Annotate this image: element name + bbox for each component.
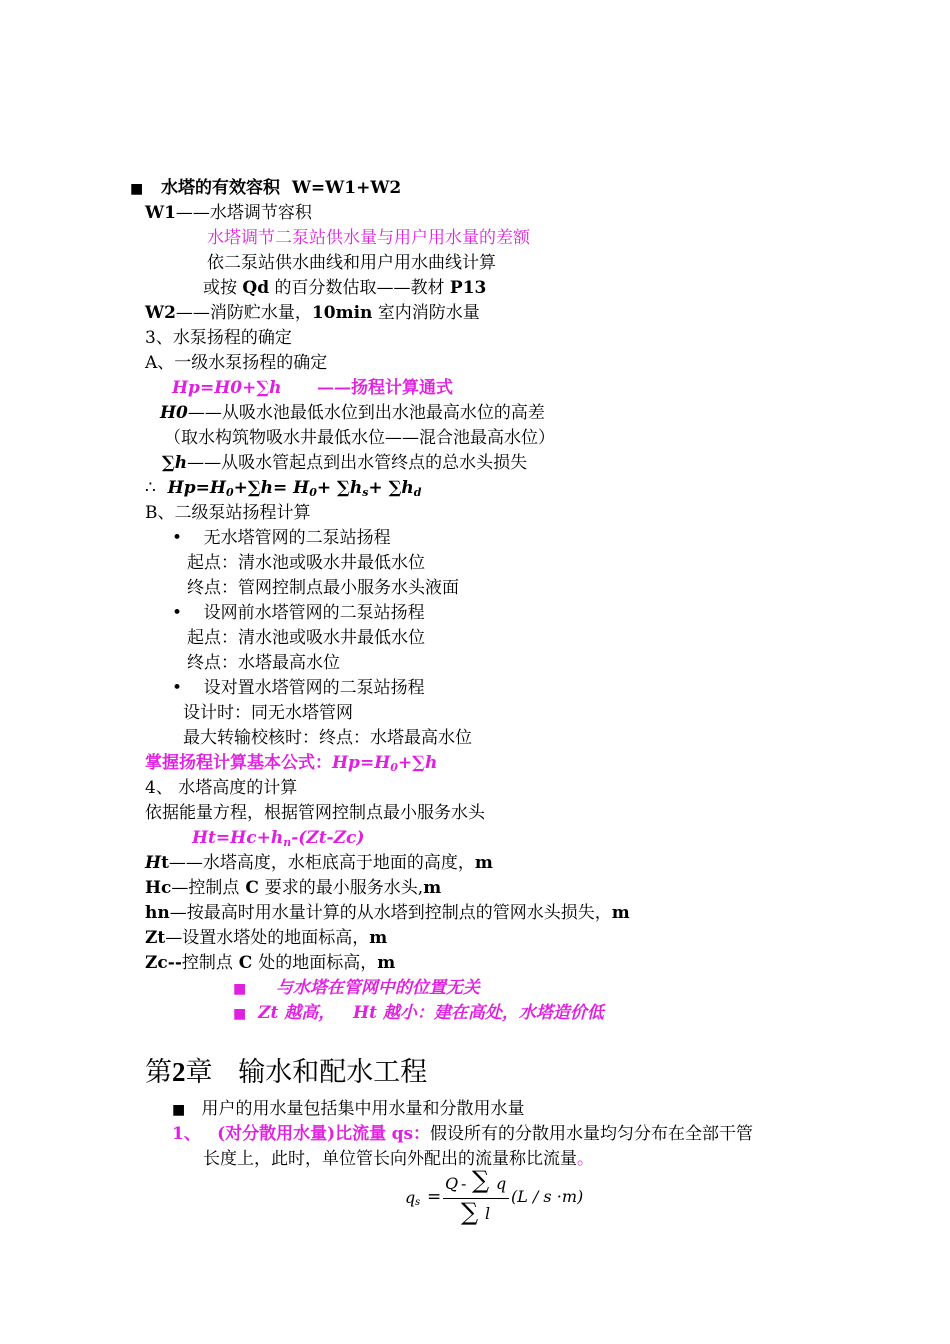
definition-hc: Hc—控制点 C 要求的最小服务水头,m — [145, 878, 442, 898]
square-bullet-icon: ■ — [130, 181, 144, 197]
definition-h0-note: （取水构筑物吸水井最低水位——混合池最高水位） — [164, 428, 555, 448]
square-bullet-icon: ■ — [172, 1102, 186, 1118]
front-tower-start: 起点：清水池或吸水井最低水位 — [187, 628, 425, 648]
specific-flow-definition: 1、 (对分散用水量)比流量 qs：假设所有的分散用水量均匀分布在全部干管 — [172, 1124, 754, 1144]
definition-h0: H0——从吸水池最低水位到出水池最高水位的高差 — [160, 403, 545, 423]
bullet-no-tower: • 无水塔管网的二泵站扬程 — [172, 528, 391, 548]
subsection-pump-head: 3、水泵扬程的确定 — [145, 328, 292, 348]
head-formula-general: Hp=H0+∑h ——扬程计算通式 — [172, 378, 454, 398]
dot-bullet-icon: • — [172, 528, 183, 548]
section-heading-water-tower-volume: ■ 水塔的有效容积 W=W1+W2 — [130, 178, 402, 198]
definition-sum-h: ∑h——从吸水管起点到出水管终点的总水头损失 — [162, 453, 528, 473]
definition-w2: W2——消防贮水量，10min 室内消防水量 — [145, 303, 480, 323]
dot-bullet-icon: • — [172, 603, 183, 623]
dot-bullet-icon: • — [172, 678, 183, 698]
specific-flow-definition-cont: 长度上，此时，单位管长向外配出的流量称比流量。 — [203, 1149, 594, 1169]
subsection-tower-height: 4、 水塔高度的计算 — [145, 778, 298, 798]
opposite-tower-design: 设计时：同无水塔管网 — [183, 703, 353, 723]
definition-w1: W1——水塔调节容积 — [145, 203, 312, 223]
specific-flow-formula: q s = Q - ∑ q ∑ l (L / s ·m) — [405, 1166, 584, 1226]
definition-w1-detail-1: 水塔调节二泵站供水量与用户用水量的差额 — [207, 228, 530, 248]
head-formula-expanded: ∴ $Hp=H_0+\sum h= H_0+ \sum h_s+ \sum h_d$ — [145, 478, 422, 499]
opposite-tower-check: 最大转输校核时：终点：水塔最高水位 — [183, 728, 472, 748]
note-high-ground: ■ Zt 越高， Ht 越小：建在高处，水塔造价低 — [233, 1003, 604, 1023]
no-tower-end: 终点：管网控制点最小服务水头液面 — [187, 578, 459, 598]
definition-ht: Ht——水塔高度，水柜底高于地面的高度，m — [145, 853, 493, 873]
square-bullet-icon: ■ — [233, 981, 247, 997]
key-formula-note: 掌握扬程计算基本公式：$Hp=H_0+\sum h$ — [145, 753, 438, 774]
note-position-independent: ■ 与水塔在管网中的位置无关 — [233, 978, 480, 998]
definition-hn: hn—按最高时用水量计算的从水塔到控制点的管网水头损失，m — [145, 903, 630, 923]
front-tower-end: 终点：水塔最高水位 — [187, 653, 340, 673]
subsection-first-stage-pump: A、一级水泵扬程的确定 — [145, 353, 328, 373]
subsection-second-stage-pump: B、二级泵站扬程计算 — [145, 503, 311, 523]
square-bullet-icon: ■ — [233, 1006, 247, 1022]
definition-zc: Zc--控制点 C 处的地面标高，m — [145, 953, 396, 973]
chapter-title: 第2章 输水和配水工程 — [145, 1057, 428, 1088]
bullet-opposite-tower: • 设对置水塔管网的二泵站扬程 — [172, 678, 425, 698]
water-use-types: ■ 用户的用水量包括集中用水量和分散用水量 — [172, 1099, 525, 1119]
bullet-front-tower: • 设网前水塔管网的二泵站扬程 — [172, 603, 425, 623]
definition-zt: Zt—设置水塔处的地面标高，m — [145, 928, 388, 948]
tower-height-formula: $Ht=Hc+h_n-(Zt-Zc)$ — [192, 828, 365, 849]
definition-w1-detail-3: 或按 Qd 的百分数估取——教材 P13 — [203, 278, 487, 298]
no-tower-start: 起点：清水池或吸水井最低水位 — [187, 553, 425, 573]
definition-w1-detail-2: 依二泵站供水曲线和用户用水曲线计算 — [207, 253, 496, 273]
tower-height-basis: 依据能量方程，根据管网控制点最小服务水头 — [145, 803, 485, 823]
